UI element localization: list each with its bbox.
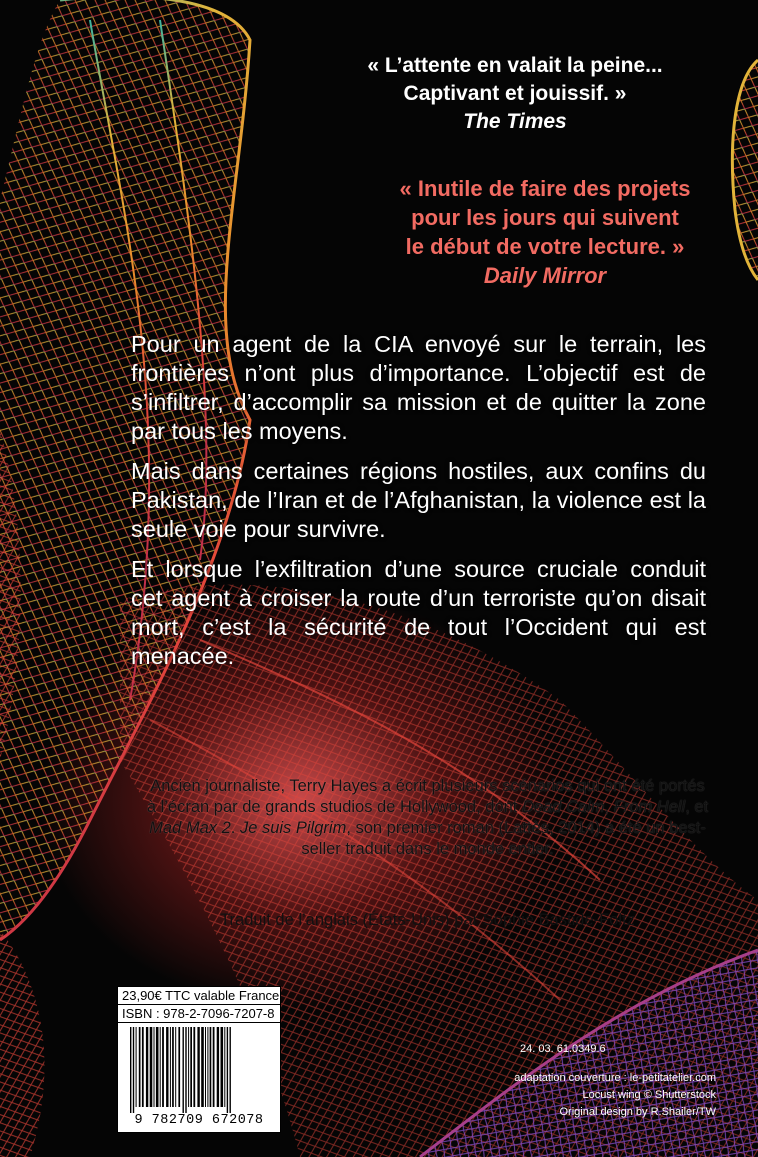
barcode-bar bbox=[136, 1027, 137, 1107]
barcode-number: 9 782709 672078 bbox=[134, 1113, 264, 1128]
barcode-bar bbox=[201, 1027, 204, 1107]
quote-daily-mirror bbox=[340, 174, 750, 290]
bio-text: , son premier roman (Lattès, 2014) a été un best-seller traduit dans le monde entier. bbox=[301, 819, 706, 858]
cover-credits bbox=[514, 1070, 716, 1121]
barcode-bar bbox=[162, 1027, 164, 1107]
barcode-bars bbox=[124, 1027, 274, 1113]
barcode-bar bbox=[146, 1027, 148, 1107]
barcode-bar bbox=[213, 1027, 215, 1107]
blurb-paragraph: Et lorsque l’exfiltration d’une source cruciale conduit cet agent à croiser la route d’un terroriste qu’on disait mort, c’est la sécurité de tout l’Occident qui est menacée. bbox=[131, 556, 706, 669]
barcode-bar bbox=[207, 1027, 208, 1107]
barcode-bar bbox=[150, 1027, 153, 1107]
price-label: 23,90€ TTC valable France bbox=[118, 987, 280, 1005]
barcode-bar bbox=[190, 1027, 192, 1107]
barcode-bar bbox=[133, 1027, 134, 1113]
barcode-bar bbox=[230, 1027, 231, 1113]
book-blurb bbox=[131, 330, 706, 682]
barcode-bar bbox=[183, 1027, 184, 1113]
reference-number: 24. 03. 61.0349.6 bbox=[520, 1043, 606, 1055]
isbn-label: ISBN : 978-2-7096-7207-8 bbox=[118, 1005, 280, 1023]
author-bio bbox=[145, 776, 710, 860]
barcode-bar bbox=[175, 1027, 176, 1107]
quote-the-times bbox=[300, 52, 730, 136]
quote-line: le début de votre lecture. » bbox=[405, 234, 685, 259]
film-title: Mad Max 2 bbox=[149, 819, 231, 837]
price-barcode-box bbox=[117, 986, 281, 1133]
barcode bbox=[118, 1023, 280, 1132]
quote-line: pour les jours qui suivent bbox=[411, 205, 679, 230]
barcode-bar bbox=[166, 1027, 168, 1107]
barcode-bar bbox=[224, 1027, 225, 1107]
barcode-bar bbox=[156, 1027, 159, 1107]
barcode-bar bbox=[193, 1027, 195, 1107]
blurb-paragraph: Pour un agent de la CIA envoyé sur le terrain, les frontières n’ont plus d’importance. L’objectif est de s’infiltrer, d’accomplir sa mission et de quitter la zone par tous les moyens. bbox=[131, 331, 706, 444]
quote-line: « Inutile de faire des projets bbox=[399, 176, 691, 201]
barcode-bar bbox=[227, 1027, 228, 1113]
novel-title: Je suis Pilgrim bbox=[239, 819, 347, 837]
barcode-bar bbox=[178, 1027, 180, 1107]
barcode-bar bbox=[130, 1027, 131, 1113]
bio-text: , et bbox=[685, 798, 709, 816]
credit-line: adaptation couverture : le-petitatelier.com bbox=[514, 1072, 716, 1084]
bio-text: . bbox=[230, 819, 240, 837]
barcode-bar bbox=[188, 1027, 189, 1107]
barcode-bar bbox=[142, 1027, 144, 1107]
translator-credit: Traduit de l’anglais (États-Unis) par Sophie Bastide-Foltz bbox=[220, 911, 635, 929]
film-title: From Hell bbox=[613, 798, 686, 816]
barcode-bar bbox=[139, 1027, 141, 1107]
barcode-bar bbox=[170, 1027, 171, 1107]
barcode-bar bbox=[205, 1027, 206, 1107]
barcode-bar bbox=[221, 1027, 224, 1107]
credit-line: Locust wing © Shutterstock bbox=[582, 1089, 716, 1101]
barcode-bar bbox=[210, 1027, 212, 1107]
barcode-bar bbox=[160, 1027, 161, 1107]
barcode-bar bbox=[185, 1027, 186, 1113]
quote-line: Captivant et jouissif. » bbox=[403, 82, 627, 105]
quote-source: Daily Mirror bbox=[483, 263, 607, 288]
barcode-bar bbox=[172, 1027, 174, 1107]
barcode-bar bbox=[154, 1027, 155, 1107]
barcode-bar bbox=[197, 1027, 199, 1107]
credit-line: Original design by R.Shailer/TW bbox=[559, 1106, 716, 1118]
bio-text: , bbox=[604, 798, 614, 816]
blurb-paragraph: Mais dans certaines régions hostiles, aux confins du Pakistan, de l’Iran et de l’Afghanistan, la violence est la seule voie pour survivre. bbox=[131, 458, 706, 542]
film-title: Dead Calm bbox=[521, 798, 605, 816]
bio-text: Ancien journaliste, Terry Hayes a écrit plusieurs scénarios qui ont été portés à l’écran par de grands studios de Hollywood, dont bbox=[146, 777, 705, 816]
barcode-bar bbox=[217, 1027, 219, 1107]
quote-source: The Times bbox=[463, 110, 567, 133]
quote-line: « L’attente en valait la peine... bbox=[367, 54, 663, 77]
